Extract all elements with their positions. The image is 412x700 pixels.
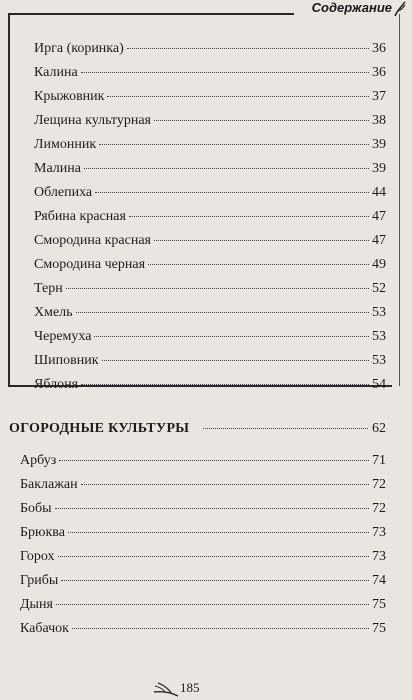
toc-entry[interactable]: [34, 184, 386, 202]
dot-leader: [81, 72, 369, 73]
dot-leader: [99, 144, 369, 145]
entry-page: 73: [372, 549, 386, 564]
dot-leader: [81, 484, 369, 485]
entry-page: 73: [372, 525, 386, 540]
entry-page: 53: [372, 353, 386, 368]
toc-entry[interactable]: [20, 572, 386, 590]
toc-entry[interactable]: [34, 280, 386, 298]
leaf-ornament-icon: [150, 680, 180, 700]
entry-title: Брюква: [20, 525, 65, 540]
toc-entry[interactable]: [20, 548, 386, 566]
entry-page: 38: [372, 113, 386, 128]
entry-title: Черемуха: [34, 329, 92, 344]
entry-title: Лещина культурная: [34, 113, 151, 128]
toc-entry[interactable]: [34, 376, 386, 394]
toc-entry[interactable]: [20, 452, 386, 470]
toc-entry[interactable]: [34, 160, 386, 178]
dot-leader: [81, 384, 369, 385]
entry-page: 39: [372, 161, 386, 176]
entry-title: Горох: [20, 549, 55, 564]
entry-title: Малина: [34, 161, 81, 176]
dot-leader: [148, 264, 369, 265]
entry-page: 47: [372, 233, 386, 248]
running-head-title: Содержание: [311, 0, 392, 15]
section-page: 62: [372, 421, 386, 436]
entry-title: Грибы: [20, 573, 59, 588]
section-heading-vegetables[interactable]: [9, 420, 386, 438]
dot-leader: [94, 336, 369, 337]
dot-leader: [203, 428, 368, 429]
entry-title: Кабачок: [20, 621, 69, 636]
dot-leader: [95, 192, 369, 193]
entry-title: Калина: [34, 65, 78, 80]
page-header: [0, 0, 412, 20]
entry-page: 72: [372, 501, 386, 516]
toc-entry[interactable]: [34, 64, 386, 82]
entry-page: 37: [372, 89, 386, 104]
entry-page: 75: [372, 597, 386, 612]
entry-title: Яблоня: [34, 377, 79, 392]
header-rule: [8, 13, 294, 15]
toc-entry[interactable]: [20, 524, 386, 542]
entry-title: Дыня: [20, 597, 53, 612]
toc-entry[interactable]: [20, 476, 386, 494]
toc-entry[interactable]: [34, 352, 386, 370]
toc-entry[interactable]: [34, 328, 386, 346]
page-number: 185: [180, 680, 200, 695]
dot-leader: [56, 604, 369, 605]
toc-entry[interactable]: [34, 304, 386, 322]
entry-page: 71: [372, 453, 386, 468]
dot-leader: [102, 360, 369, 361]
entry-title: Шиповник: [34, 353, 99, 368]
dot-leader: [59, 460, 369, 461]
dot-leader: [76, 312, 369, 313]
entry-page: 36: [372, 41, 386, 56]
entry-page: 47: [372, 209, 386, 224]
leaf-ornament-icon: [393, 1, 407, 17]
dot-leader: [72, 628, 369, 629]
toc-entry[interactable]: [34, 208, 386, 226]
dot-leader: [84, 168, 369, 169]
entry-page: 75: [372, 621, 386, 636]
entry-title: Хмель: [34, 305, 73, 320]
entry-page: 53: [372, 305, 386, 320]
dot-leader: [129, 216, 369, 217]
dot-leader: [61, 580, 369, 581]
entry-page: 39: [372, 137, 386, 152]
entry-page: 36: [372, 65, 386, 80]
frame-right-border: [399, 14, 400, 386]
entry-page: 53: [372, 329, 386, 344]
dot-leader: [68, 532, 369, 533]
toc-entry[interactable]: [20, 596, 386, 614]
frame-left-border: [8, 14, 10, 386]
section-title: ОГОРОДНЫЕ КУЛЬТУРЫ: [9, 421, 190, 436]
entry-title: Крыжовник: [34, 89, 105, 104]
toc-entry[interactable]: [34, 112, 386, 130]
entry-title: Баклажан: [20, 477, 78, 492]
entry-title: Арбуз: [20, 453, 57, 468]
entry-page: 44: [372, 185, 386, 200]
dot-leader: [154, 240, 369, 241]
toc-entry[interactable]: [34, 88, 386, 106]
dot-leader: [107, 96, 369, 97]
toc-entry[interactable]: [20, 620, 386, 638]
entry-page: 72: [372, 477, 386, 492]
toc-entry[interactable]: [34, 136, 386, 154]
entry-page: 49: [372, 257, 386, 272]
dot-leader: [55, 508, 369, 509]
entry-title: Терн: [34, 281, 63, 296]
toc-entry[interactable]: [34, 40, 386, 58]
entry-page: 52: [372, 281, 386, 296]
dot-leader: [154, 120, 369, 121]
entry-title: Смородина черная: [34, 257, 146, 272]
entry-page: 74: [372, 573, 386, 588]
dot-leader: [58, 556, 369, 557]
toc-entry[interactable]: [20, 500, 386, 518]
entry-title: Облепиха: [34, 185, 93, 200]
entry-page: 54: [372, 377, 386, 392]
toc-entry[interactable]: [34, 232, 386, 250]
entry-title: Рябина красная: [34, 209, 126, 224]
dot-leader: [127, 48, 369, 49]
dot-leader: [66, 288, 369, 289]
toc-entry[interactable]: [34, 256, 386, 274]
entry-title: Ирга (коринка): [34, 41, 124, 56]
entry-title: Лимонник: [34, 137, 97, 152]
entry-title: Бобы: [20, 501, 52, 516]
entry-title: Смородина красная: [34, 233, 151, 248]
